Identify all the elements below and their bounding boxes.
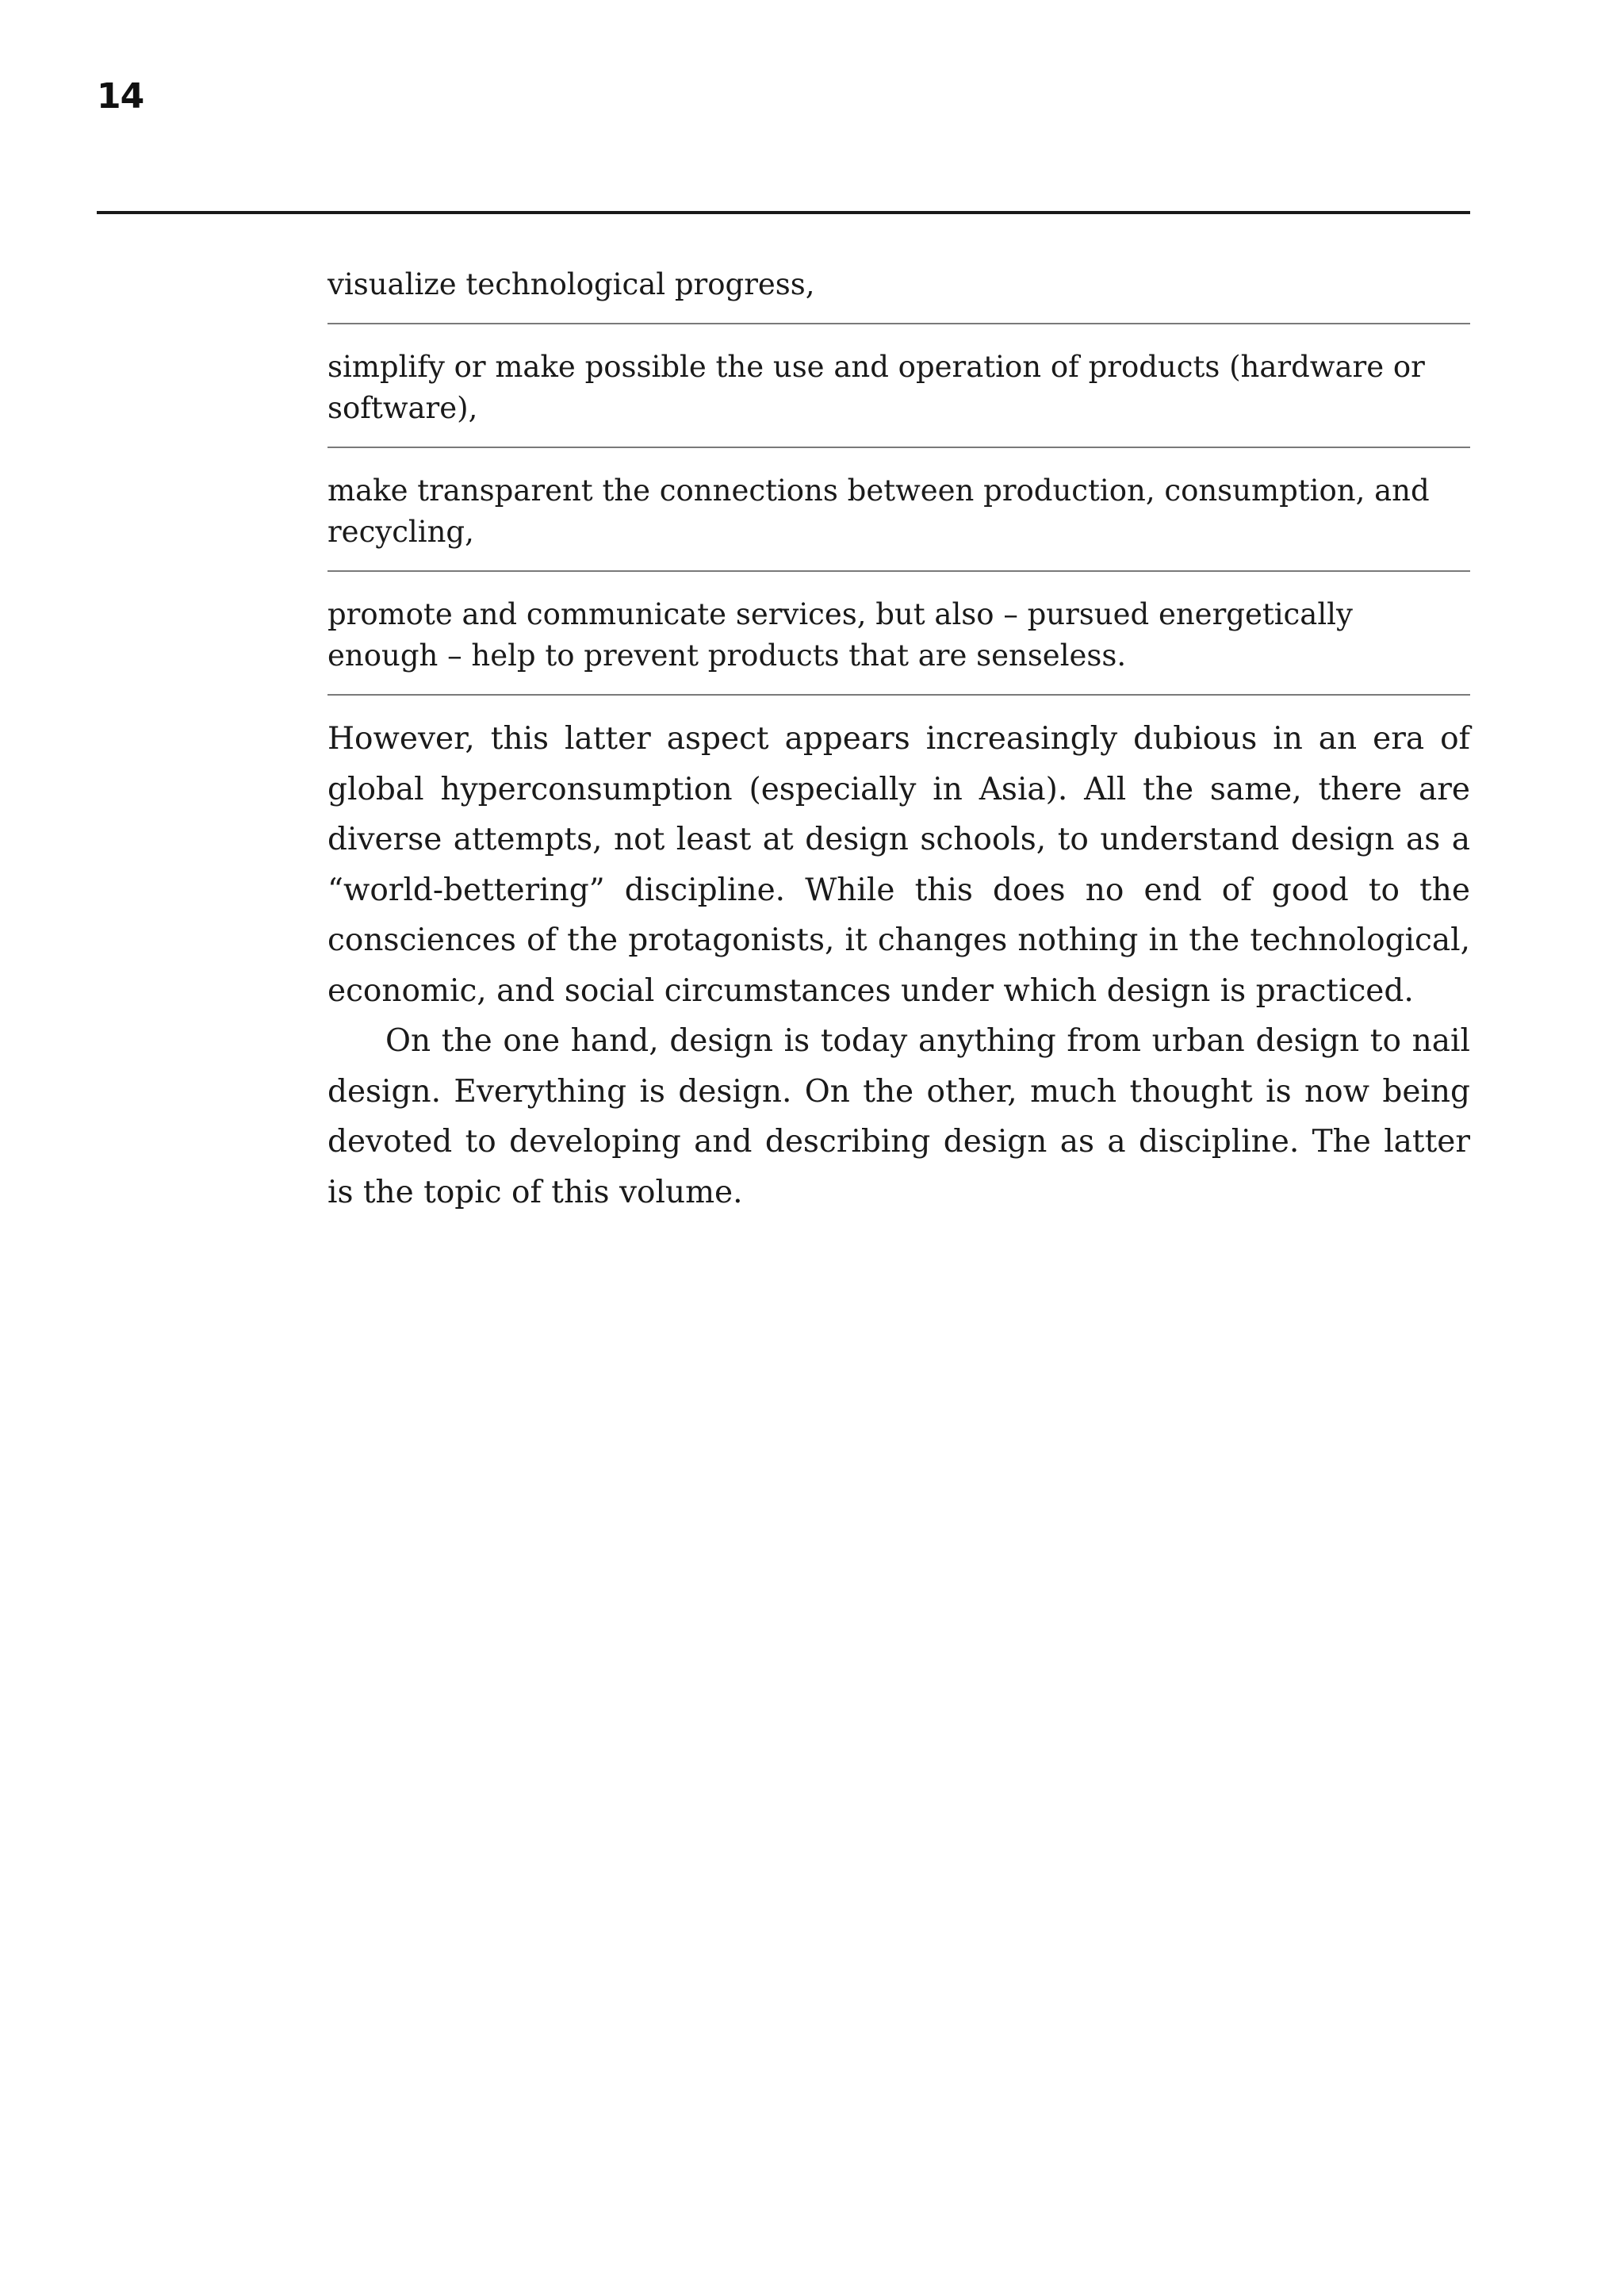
list-item: visualize technological progress,: [327, 242, 1470, 324]
paragraph: On the one hand, design is today anything from urban design to nail design. Everything is design. On the other, much thought is now being devoted to developing and describing design as a discipline. The latter is the topic of this volume.: [327, 1023, 1470, 1210]
bullet-list: [327, 242, 1470, 696]
page-number: 14: [97, 76, 144, 117]
list-item: promote and communicate services, but also – pursued energetically enough – help to prevent products that are senseless.: [327, 572, 1470, 696]
header-rule: [97, 211, 1470, 214]
paragraph: However, this latter aspect appears increasingly dubious in an era of global hyperconsumption (especially in Asia). All the same, there are diverse attempts, not least at design schools, to understand design as a “world-bettering” discipline. While this does no end of good to the consciences of the protagonists, it changes nothing in the technological, economic, and social circumstances under which design is practiced.: [327, 721, 1470, 1009]
list-item: make transparent the connections between production, consumption, and recycling,: [327, 448, 1470, 572]
body-text: [327, 714, 1470, 1217]
list-item: simplify or make possible the use and operation of products (hardware or software),: [327, 324, 1470, 448]
